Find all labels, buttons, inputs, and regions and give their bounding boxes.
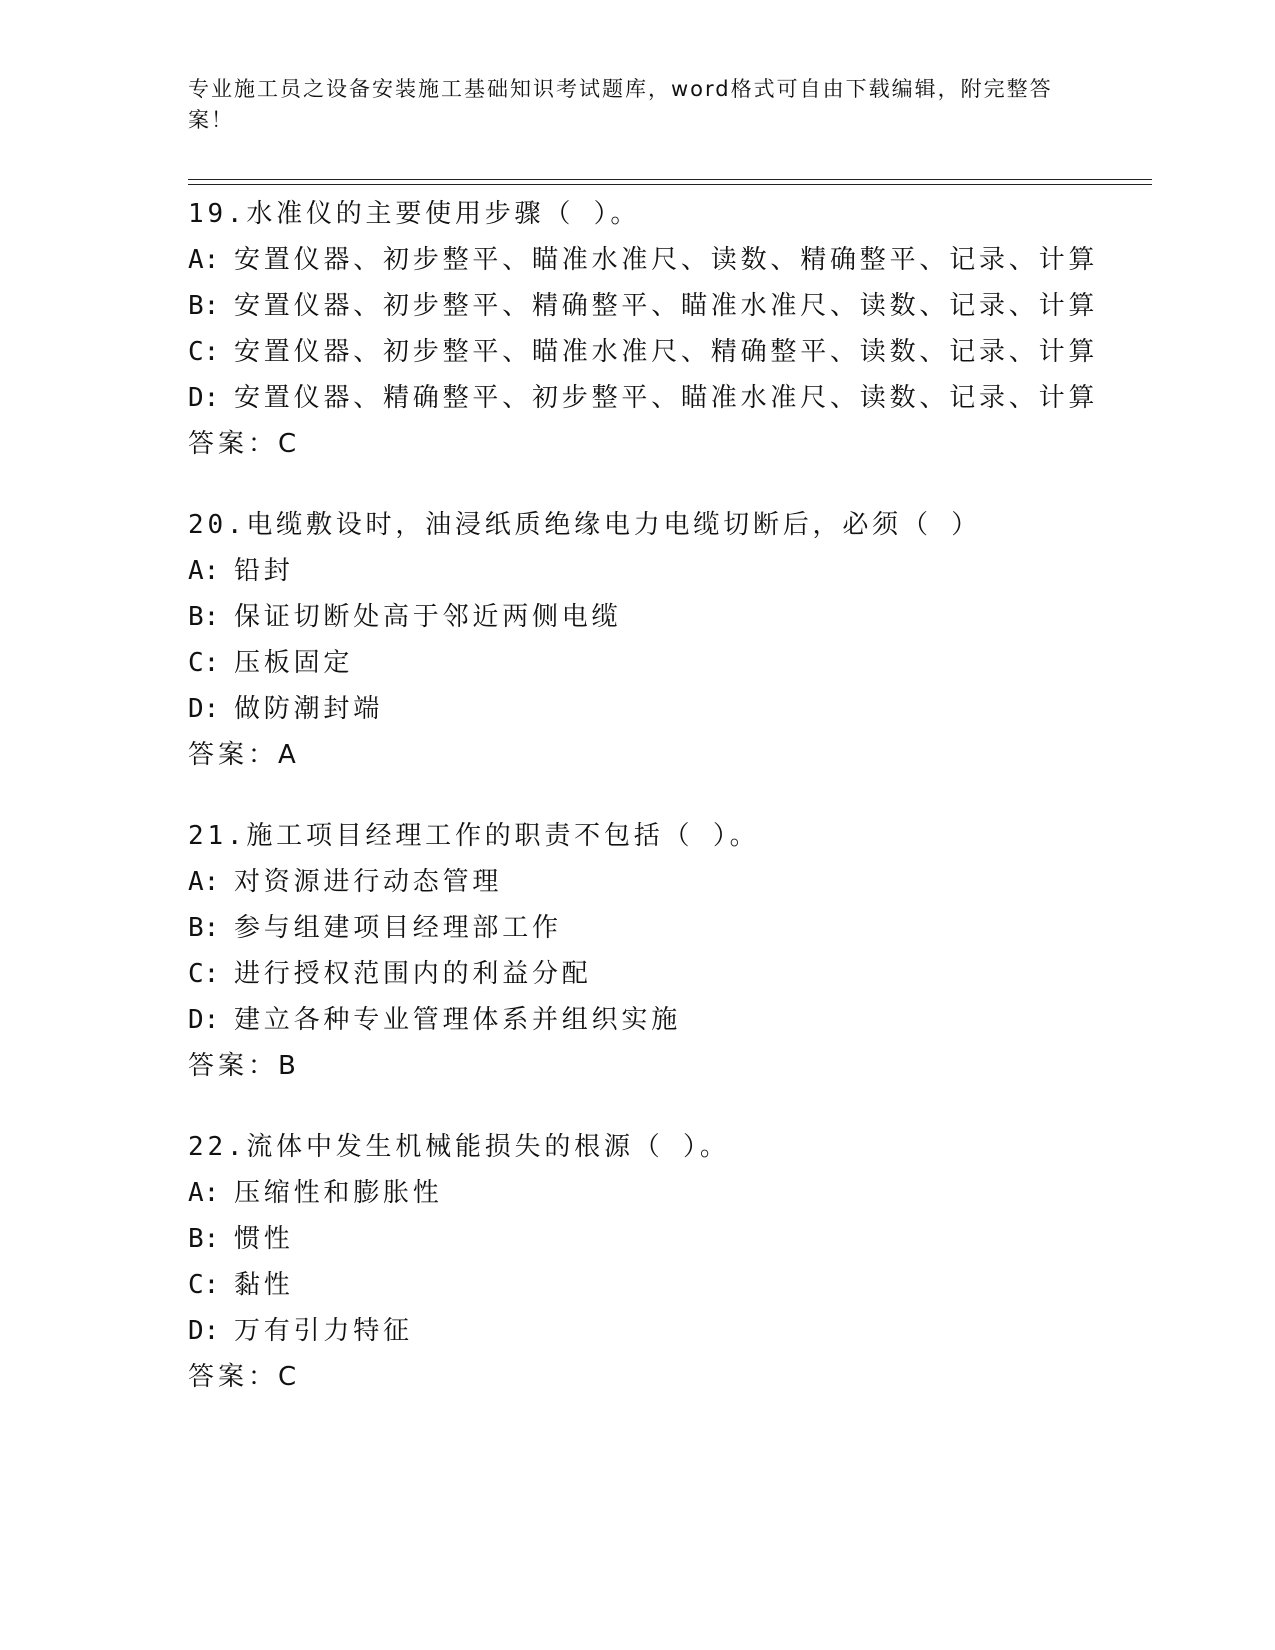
option-text: 铅封 [234,556,294,586]
question-20 [188,502,1148,778]
option-key: D: [188,1316,220,1346]
question-stem: 19.水准仪的主要使用步骤（ ）。 [188,199,641,229]
option-text: 安置仪器、精确整平、初步整平、瞄准水准尺、读数、记录、计算 [234,383,1099,413]
option-text: 做防潮封端 [234,694,384,724]
option-b [188,594,1148,640]
answer-value: C [278,429,298,459]
option-key: D: [188,1005,220,1035]
option-b [188,905,1148,951]
option-key: A: [188,245,220,275]
option-key: B: [188,602,220,632]
document-header: 专业施工员之设备安装施工基础知识考试题库，word格式可自由下载编辑，附完整答案！ [188,77,1053,132]
option-b [188,1216,1148,1262]
option-key: C: [188,337,220,367]
option-key: D: [188,383,220,413]
option-text: 参与组建项目经理部工作 [234,913,562,943]
option-d [188,375,1148,421]
question-22 [188,1124,1148,1400]
answer-label: 答案： [188,429,279,459]
option-text: 建立各种专业管理体系并组织实施 [234,1005,682,1035]
option-text: 安置仪器、初步整平、精确整平、瞄准水准尺、读数、记录、计算 [234,291,1099,321]
question-stem: 21.施工项目经理工作的职责不包括（ ）。 [188,821,760,851]
option-key: C: [188,1270,220,1300]
answer-line [188,732,1148,778]
option-c [188,1262,1148,1308]
answer-value: C [278,1362,298,1392]
question-19 [188,191,1148,467]
option-c [188,640,1148,686]
option-text: 万有引力特征 [234,1316,413,1346]
option-text: 压板固定 [234,648,354,678]
option-text: 黏性 [234,1270,294,1300]
option-text: 安置仪器、初步整平、瞄准水准尺、精确整平、读数、记录、计算 [234,337,1099,367]
option-key: C: [188,959,220,989]
option-b [188,283,1148,329]
option-d [188,686,1148,732]
option-key: B: [188,1224,220,1254]
option-key: A: [188,867,220,897]
question-stem: 22.流体中发生机械能损失的根源（ ）。 [188,1132,730,1162]
option-d [188,997,1148,1043]
answer-value: A [278,740,297,770]
option-text: 压缩性和膨胀性 [234,1178,443,1208]
header-divider-bottom [188,184,1152,185]
option-text: 进行授权范围内的利益分配 [234,959,592,989]
option-a [188,548,1148,594]
option-a [188,1170,1148,1216]
option-key: D: [188,694,220,724]
answer-line [188,421,1148,467]
answer-line [188,1354,1148,1400]
option-text: 保证切断处高于邻近两侧电缆 [234,602,622,632]
answer-line [188,1043,1148,1089]
answer-label: 答案： [188,1051,279,1081]
answer-label: 答案： [188,740,279,770]
option-c [188,329,1148,375]
option-key: A: [188,556,220,586]
answer-value: B [278,1051,297,1081]
option-text: 对资源进行动态管理 [234,867,503,897]
option-key: C: [188,648,220,678]
option-text: 安置仪器、初步整平、瞄准水准尺、读数、精确整平、记录、计算 [234,245,1099,275]
option-d [188,1308,1148,1354]
question-list [188,191,1148,1435]
answer-label: 答案： [188,1362,279,1392]
header-divider-top [188,179,1152,180]
option-key: B: [188,913,220,943]
option-key: A: [188,1178,220,1208]
option-c [188,951,1148,997]
option-a [188,859,1148,905]
question-21 [188,813,1148,1089]
question-stem: 20.电缆敷设时，油浸纸质绝缘电力电缆切断后，必须（ ） [188,510,982,540]
option-key: B: [188,291,220,321]
option-text: 惯性 [234,1224,294,1254]
option-a [188,237,1148,283]
